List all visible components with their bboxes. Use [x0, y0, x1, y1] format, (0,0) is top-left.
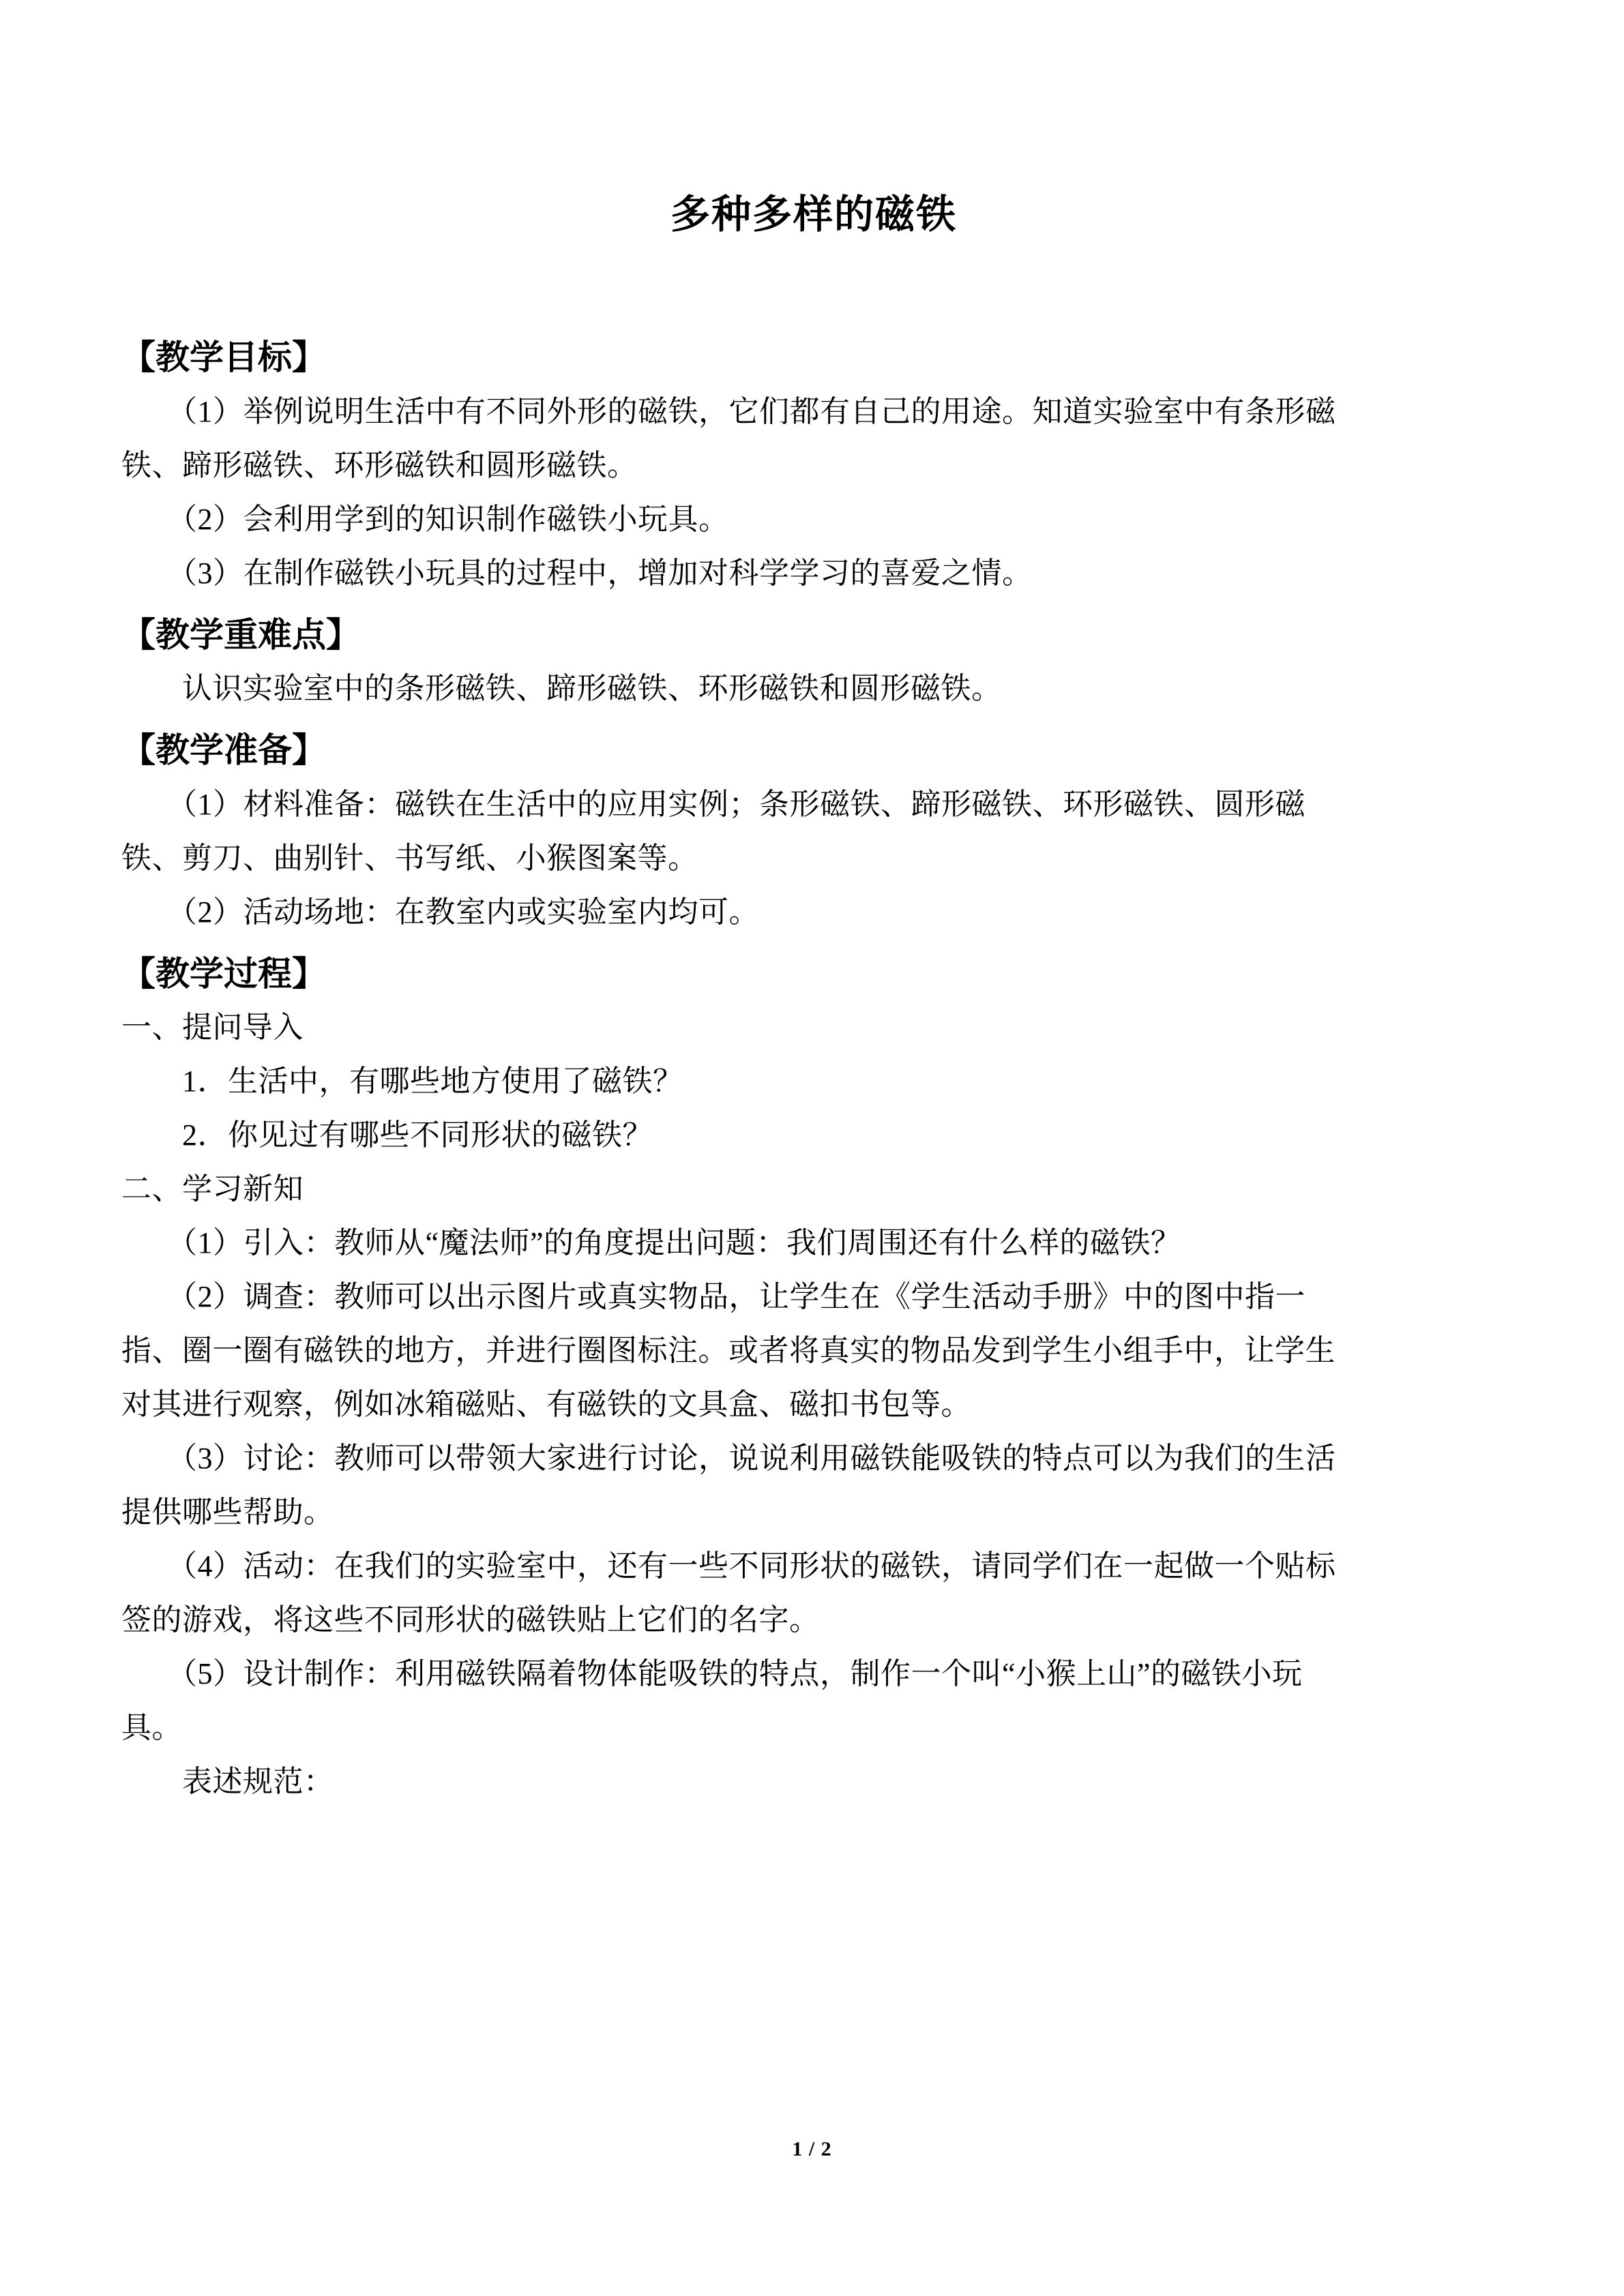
section-teaching-preparation — [121, 731, 1506, 955]
section-paragraphs — [121, 1013, 1506, 1797]
section-spacer — [121, 704, 1506, 731]
body-line: 签的游戏，将这些不同形状的磁铁贴上它们的名字。 — [121, 1603, 820, 1637]
page-footer: 1 / 2 — [792, 2138, 832, 2160]
section-key-difficulties — [121, 616, 1506, 732]
section-paragraphs — [121, 674, 1506, 704]
section-spacer — [121, 927, 1506, 955]
body-line: 铁、蹄形磁铁、环形磁铁和圆形磁铁。 — [121, 448, 638, 482]
body-line: 认识实验室中的条形磁铁、蹄形磁铁、环形磁铁和圆形磁铁。 — [121, 672, 1002, 705]
section-teaching-objectives — [121, 338, 1506, 616]
page-title: 多种多样的磁铁 — [670, 192, 957, 237]
body-line: （2）活动场地：在教室内或实验室内均可。 — [121, 895, 759, 929]
body-line: 一、提问导入 — [121, 1011, 304, 1044]
body-line: 具。 — [121, 1711, 182, 1744]
body-line: 提供哪些帮助。 — [121, 1495, 334, 1529]
body-line: （3）在制作磁铁小玩具的过程中，增加对科学学习的喜爱之情。 — [121, 556, 1033, 590]
heading-spacer — [121, 771, 1506, 790]
section-teaching-process — [121, 955, 1506, 1798]
body-line: （4）活动：在我们的实验室中，还有一些不同形状的磁铁，请同学们在一起做一个贴标 — [121, 1549, 1336, 1583]
body-line: 二、学习新知 — [121, 1172, 304, 1206]
section-paragraphs — [121, 787, 1506, 929]
document-body — [121, 0, 1506, 1797]
body-line: 铁、剪刀、曲别针、书写纸、小猴图案等。 — [121, 841, 698, 875]
heading-spacer — [121, 378, 1506, 397]
section-heading: 【教学重难点】 — [121, 615, 360, 654]
body-line: （1）材料准备：磁铁在生活中的应用实例；条形磁铁、蹄形磁铁、环形磁铁、圆形磁 — [121, 787, 1305, 821]
body-line: 2．你见过有哪些不同形状的磁铁？ — [121, 1118, 653, 1152]
heading-spacer — [121, 655, 1506, 674]
section-heading: 【教学目标】 — [121, 338, 326, 376]
body-line: 1．生活中，有哪些地方使用了磁铁？ — [121, 1064, 683, 1098]
section-heading: 【教学准备】 — [121, 731, 326, 769]
body-line: （1）举例说明生活中有不同外形的磁铁，它们都有自己的用途。知道实验室中有条形磁 — [121, 394, 1336, 428]
body-line: （2）会利用学到的知识制作磁铁小玩具。 — [121, 502, 729, 536]
title-spacer — [121, 235, 1506, 338]
body-line: （3）讨论：教师可以带领大家进行讨论，说说利用磁铁能吸铁的特点可以为我们的生活 — [121, 1442, 1336, 1475]
body-line: （1）引入：教师从“魔法师”的角度提出问题：我们周围还有什么样的磁铁？ — [121, 1226, 1181, 1259]
body-line: （5）设计制作：利用磁铁隔着物体能吸铁的特点，制作一个叫“小猴上山”的磁铁小玩 — [121, 1657, 1303, 1690]
section-paragraphs — [121, 394, 1506, 590]
section-spacer — [121, 588, 1506, 616]
body-line: 表述规范： — [121, 1765, 334, 1798]
body-line: 对其进行观察，例如冰箱磁贴、有磁铁的文具盒、磁扣书包等。 — [121, 1388, 971, 1421]
body-line: （2）调查：教师可以出示图片或真实物品，让学生在《学生活动手册》中的图中指一 — [121, 1280, 1305, 1313]
heading-spacer — [121, 994, 1506, 1013]
section-heading: 【教学过程】 — [121, 954, 326, 993]
body-line: 指、圈一圈有磁铁的地方，并进行圈图标注。或者将真实的物品发到学生小组手中，让学生 — [121, 1334, 1335, 1367]
